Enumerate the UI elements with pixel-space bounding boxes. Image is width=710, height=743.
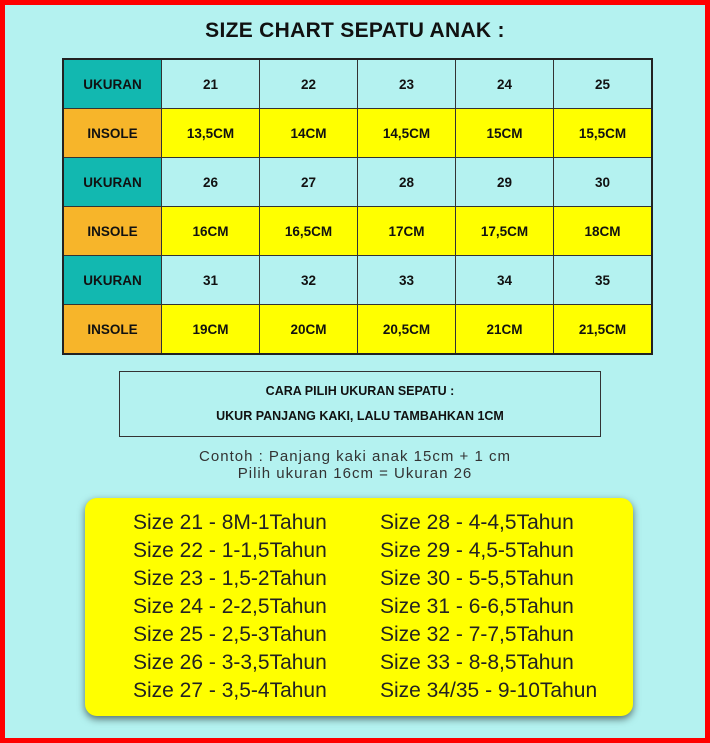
age-range-item: Size 31 - 6-6,5Tahun [380, 595, 574, 618]
how-to-rule: UKUR PANJANG KAKI, LALU TAMBAHKAN 1CM [216, 409, 504, 423]
age-range-item: Size 26 - 3-3,5Tahun [133, 651, 327, 674]
age-range-box [85, 498, 633, 716]
example-text [5, 448, 705, 482]
age-range-item: Size 32 - 7-7,5Tahun [380, 623, 574, 646]
insole-cell: 16CM [162, 207, 260, 256]
example-line-2: Pilih ukuran 16cm = Ukuran 26 [237, 465, 473, 482]
insole-cell: 14,5CM [358, 109, 456, 158]
ukuran-cell: 25 [554, 59, 653, 109]
insole-cell: 14CM [260, 109, 358, 158]
ukuran-cell: 34 [456, 256, 554, 305]
insole-cell: 13,5CM [162, 109, 260, 158]
ukuran-cell: 30 [554, 158, 653, 207]
ukuran-cell: 29 [456, 158, 554, 207]
row-label-ukuran: UKURAN [63, 158, 162, 207]
insole-cell: 17CM [358, 207, 456, 256]
age-range-list-right [380, 509, 597, 705]
age-range-item: Size 29 - 4,5-5Tahun [380, 539, 574, 562]
how-to-title: CARA PILIH UKURAN SEPATU : [265, 384, 455, 398]
table-row-insole [63, 305, 652, 355]
ukuran-cell: 21 [162, 59, 260, 109]
ukuran-cell: 33 [358, 256, 456, 305]
size-table-body [63, 59, 652, 354]
row-label-insole: INSOLE [63, 109, 162, 158]
example-line-1: Contoh : Panjang kaki anak 15cm + 1 cm [199, 448, 511, 465]
table-row-ukuran [63, 158, 652, 207]
size-table [62, 58, 653, 355]
age-range-item: Size 30 - 5-5,5Tahun [380, 567, 574, 590]
age-range-item: Size 24 - 2-2,5Tahun [133, 595, 327, 618]
row-label-ukuran: UKURAN [63, 256, 162, 305]
row-label-insole: INSOLE [63, 207, 162, 256]
age-range-item: Size 25 - 2,5-3Tahun [133, 623, 327, 646]
insole-cell: 17,5CM [456, 207, 554, 256]
age-range-item: Size 23 - 1,5-2Tahun [133, 567, 327, 590]
age-range-item: Size 34/35 - 9-10Tahun [380, 679, 598, 702]
ukuran-cell: 26 [162, 158, 260, 207]
insole-cell: 19CM [162, 305, 260, 355]
ukuran-cell: 35 [554, 256, 653, 305]
ukuran-cell: 24 [456, 59, 554, 109]
ukuran-cell: 22 [260, 59, 358, 109]
insole-cell: 20CM [260, 305, 358, 355]
insole-cell: 15,5CM [554, 109, 653, 158]
insole-cell: 21CM [456, 305, 554, 355]
age-range-item: Size 22 - 1-1,5Tahun [133, 539, 327, 562]
age-range-item: Size 33 - 8-8,5Tahun [380, 651, 574, 674]
insole-cell: 18CM [554, 207, 653, 256]
table-row-ukuran [63, 59, 652, 109]
ukuran-cell: 27 [260, 158, 358, 207]
page-title: SIZE CHART SEPATU ANAK : [205, 19, 505, 42]
age-range-item: Size 27 - 3,5-4Tahun [133, 679, 327, 702]
ukuran-cell: 31 [162, 256, 260, 305]
row-label-insole: INSOLE [63, 305, 162, 355]
table-row-insole [63, 109, 652, 158]
table-row-ukuran [63, 256, 652, 305]
age-range-item: Size 21 - 8M-1Tahun [133, 511, 327, 534]
ukuran-cell: 32 [260, 256, 358, 305]
age-range-list-left [133, 509, 327, 705]
row-label-ukuran: UKURAN [63, 59, 162, 109]
ukuran-cell: 28 [358, 158, 456, 207]
ukuran-cell: 23 [358, 59, 456, 109]
insole-cell: 20,5CM [358, 305, 456, 355]
insole-cell: 15CM [456, 109, 554, 158]
how-to-choose-box [119, 371, 601, 437]
insole-cell: 16,5CM [260, 207, 358, 256]
age-range-item: Size 28 - 4-4,5Tahun [380, 511, 574, 534]
insole-cell: 21,5CM [554, 305, 653, 355]
table-row-insole [63, 207, 652, 256]
